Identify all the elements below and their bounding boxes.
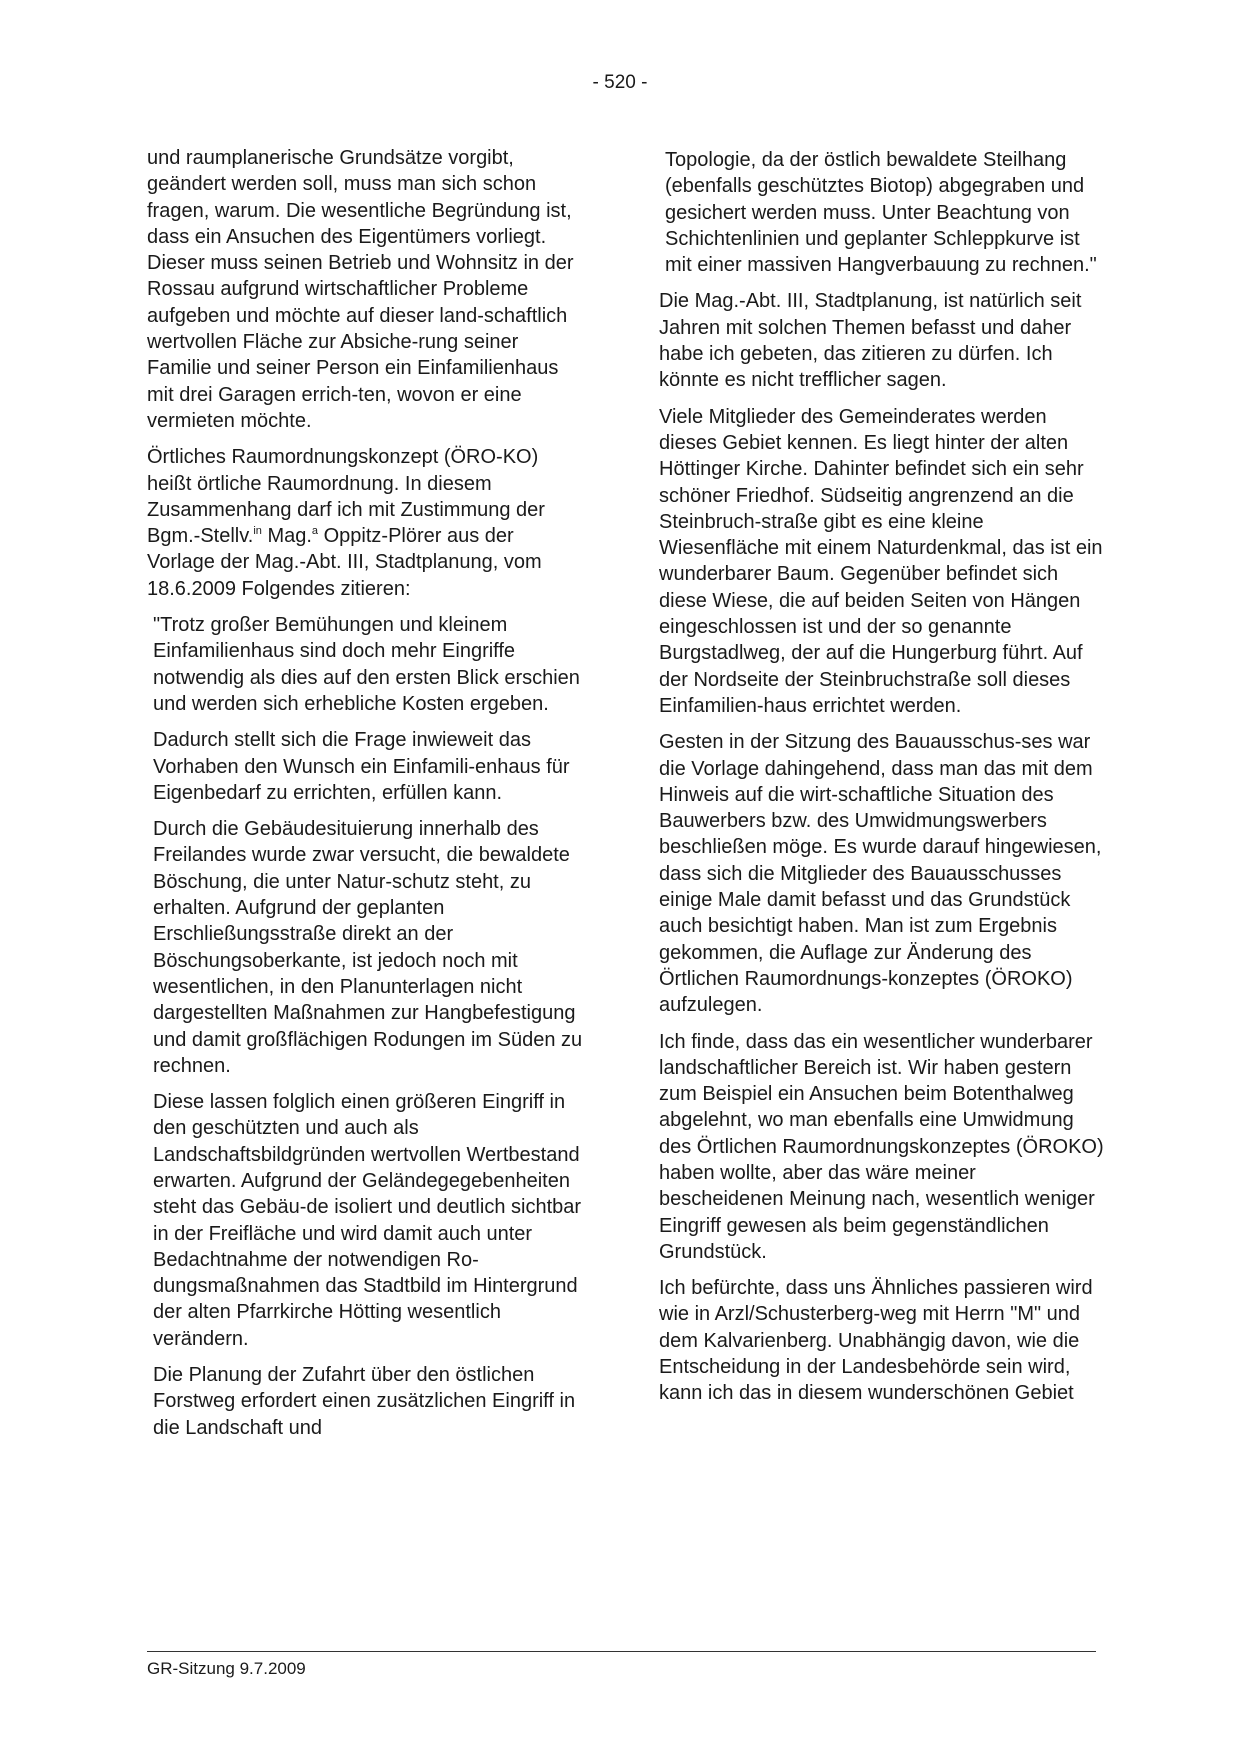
quote-paragraph: Diese lassen folglich einen größeren Eingriff in den geschützten und auch als Landschaftsbildgründen wertvollen Wertbestand erwarten. Aufgrund der Geländegegebenheiten steht das Gebäu-de isoliert und deutlich sichtbar in der Freifläche und wird damit auch unter Bedachtnahme der notwendigen Ro-dungsmaßnahmen das Stadtbild im Hintergrund der alten Pfarrkirche Hötting wesentlich verändern. (153, 1091, 582, 1350)
paragraph: Gesten in der Sitzung des Bauausschus-ses war die Vorlage dahingehend, dass man das mit dem Hinweis auf die wirt-schaftliche Situation des Bauwerbers bzw. des Umwidmungswerbers beschließen möge. Es wurde darauf hingewiesen, dass sich die Mitglieder des Bauausschusses einige Male damit befasst und das Grundstück auch besichtigt haben. Man ist zum Ergebnis gekommen, die Auflage zur Änderung des Örtlichen Raumordnungs-konzeptes (ÖROKO) aufzulegen. (659, 731, 1102, 1017)
quote-paragraph: Die Planung der Zufahrt über den östlichen Forstweg erfordert einen zusätzlichen Eingriff in die Landschaft und (153, 1364, 576, 1439)
paragraph: Die Mag.-Abt. III, Stadtplanung, ist natürlich seit Jahren mit solchen Themen befasst und daher habe ich gebeten, das zitieren zu dürfen. Ich könnte es nicht trefflicher sagen. (659, 290, 1082, 392)
right-column (659, 147, 1104, 1417)
quote-paragraph: Dadurch stellt sich die Frage inwieweit das Vorhaben den Wunsch ein Einfamili-enhaus für Eigenbedarf zu errichten, erfüllen kann. (153, 729, 570, 804)
left-column (147, 145, 587, 1451)
page-number: - 520 - (592, 72, 648, 93)
paragraph-oroko: Örtliches Raumordnungskonzept (ÖRO-KO) heißt örtliche Raumordnung. In diesem Zusammenhang darf ich mit Zustimmung der Bgm.-Stellv.$^{in}$ Mag.$^a$ Oppitz-Plörer aus der Vorlage der Mag.-Abt. III, Stadtplanung, vom 18.6.2009 Folgendes zitieren: (147, 446, 545, 600)
footer-divider (147, 1651, 1096, 1652)
paragraph: Ich finde, dass das ein wesentlicher wunderbarer landschaftlicher Bereich ist. Wir haben gestern zum Beispiel ein Ansuchen beim Botenthalweg abgelehnt, wo man ebenfalls eine Umwidmung des Örtlichen Raumordnungskonzeptes (ÖROKO) haben wollte, aber das wäre meiner bescheidenen Meinung nach, wesentlich weniger Eingriff gewesen als beim gegenständlichen Grundstück. (659, 1030, 1104, 1263)
paragraph: Ich befürchte, dass uns Ähnliches passieren wird wie in Arzl/Schusterberg-weg mit Herrn "M" und dem Kalvarienberg. Unabhängig davon, wie die Entscheidung in der Landesbehörde sein wird, kann ich das in diesem wunderschönen Gebiet (659, 1277, 1093, 1405)
quote-paragraph: Topologie, da der östlich bewaldete Steilhang (ebenfalls geschütztes Biotop) abgegraben und gesichert werden muss. Unter Beachtung von Schichtenlinien und geplanter Schleppkurve ist mit einer massiven Hangverbauung zu rechnen." (665, 149, 1097, 277)
paragraph: und raumplanerische Grundsätze vorgibt, geändert werden soll, muss man sich schon fragen, warum. Die wesentliche Begründung ist, dass ein Ansuchen des Eigentümers vorliegt. Dieser muss seinen Betrieb und Wohnsitz in der Rossau aufgrund wirtschaftlicher Probleme aufgeben und möchte auf dieser land-schaftlich wertvollen Fläche zur Absiche-rung seiner Familie und seiner Person ein Einfamilienhaus mit drei Garagen errich-ten, wovon er eine vermieten möchte. (147, 147, 574, 432)
quote-paragraph: "Trotz großer Bemühungen und kleinem Einfamilienhaus sind doch mehr Eingriffe notwendig als dies auf den ersten Blick erschien und werden sich erhebliche Kosten ergeben. (153, 614, 580, 715)
quote-paragraph: Durch die Gebäudesituierung innerhalb des Freilandes wurde zwar versucht, die bewaldete Böschung, die unter Natur-schutz steht, zu erhalten. Aufgrund der geplanten Erschließungsstraße direkt an der Böschungsoberkante, ist jedoch noch mit wesentlichen, in den Planunterlagen nicht dargestellten Maßnahmen zur Hangbefestigung und damit großflächigen Rodungen im Süden zu rechnen. (153, 818, 583, 1077)
paragraph: Viele Mitglieder des Gemeinderates werden dieses Gebiet kennen. Es liegt hinter der alten Höttinger Kirche. Dahinter befindet sich ein sehr schöner Friedhof. Südseitig angrenzend an die Steinbruch-straße gibt es eine kleine Wiesenfläche mit einem Naturdenkmal, das ist ein wunderbarer Baum. Gegenüber befindet sich diese Wiese, die auf beiden Seiten von Hängen eingeschlossen ist und der so genannte Burgstadlweg, der auf die Hungerburg führt. Auf der Nordseite der Steinbruchstraße soll dieses Einfamilien-haus errichtet werden. (659, 405, 1103, 717)
footer-session-date: GR-Sitzung 9.7.2009 (147, 1659, 306, 1678)
